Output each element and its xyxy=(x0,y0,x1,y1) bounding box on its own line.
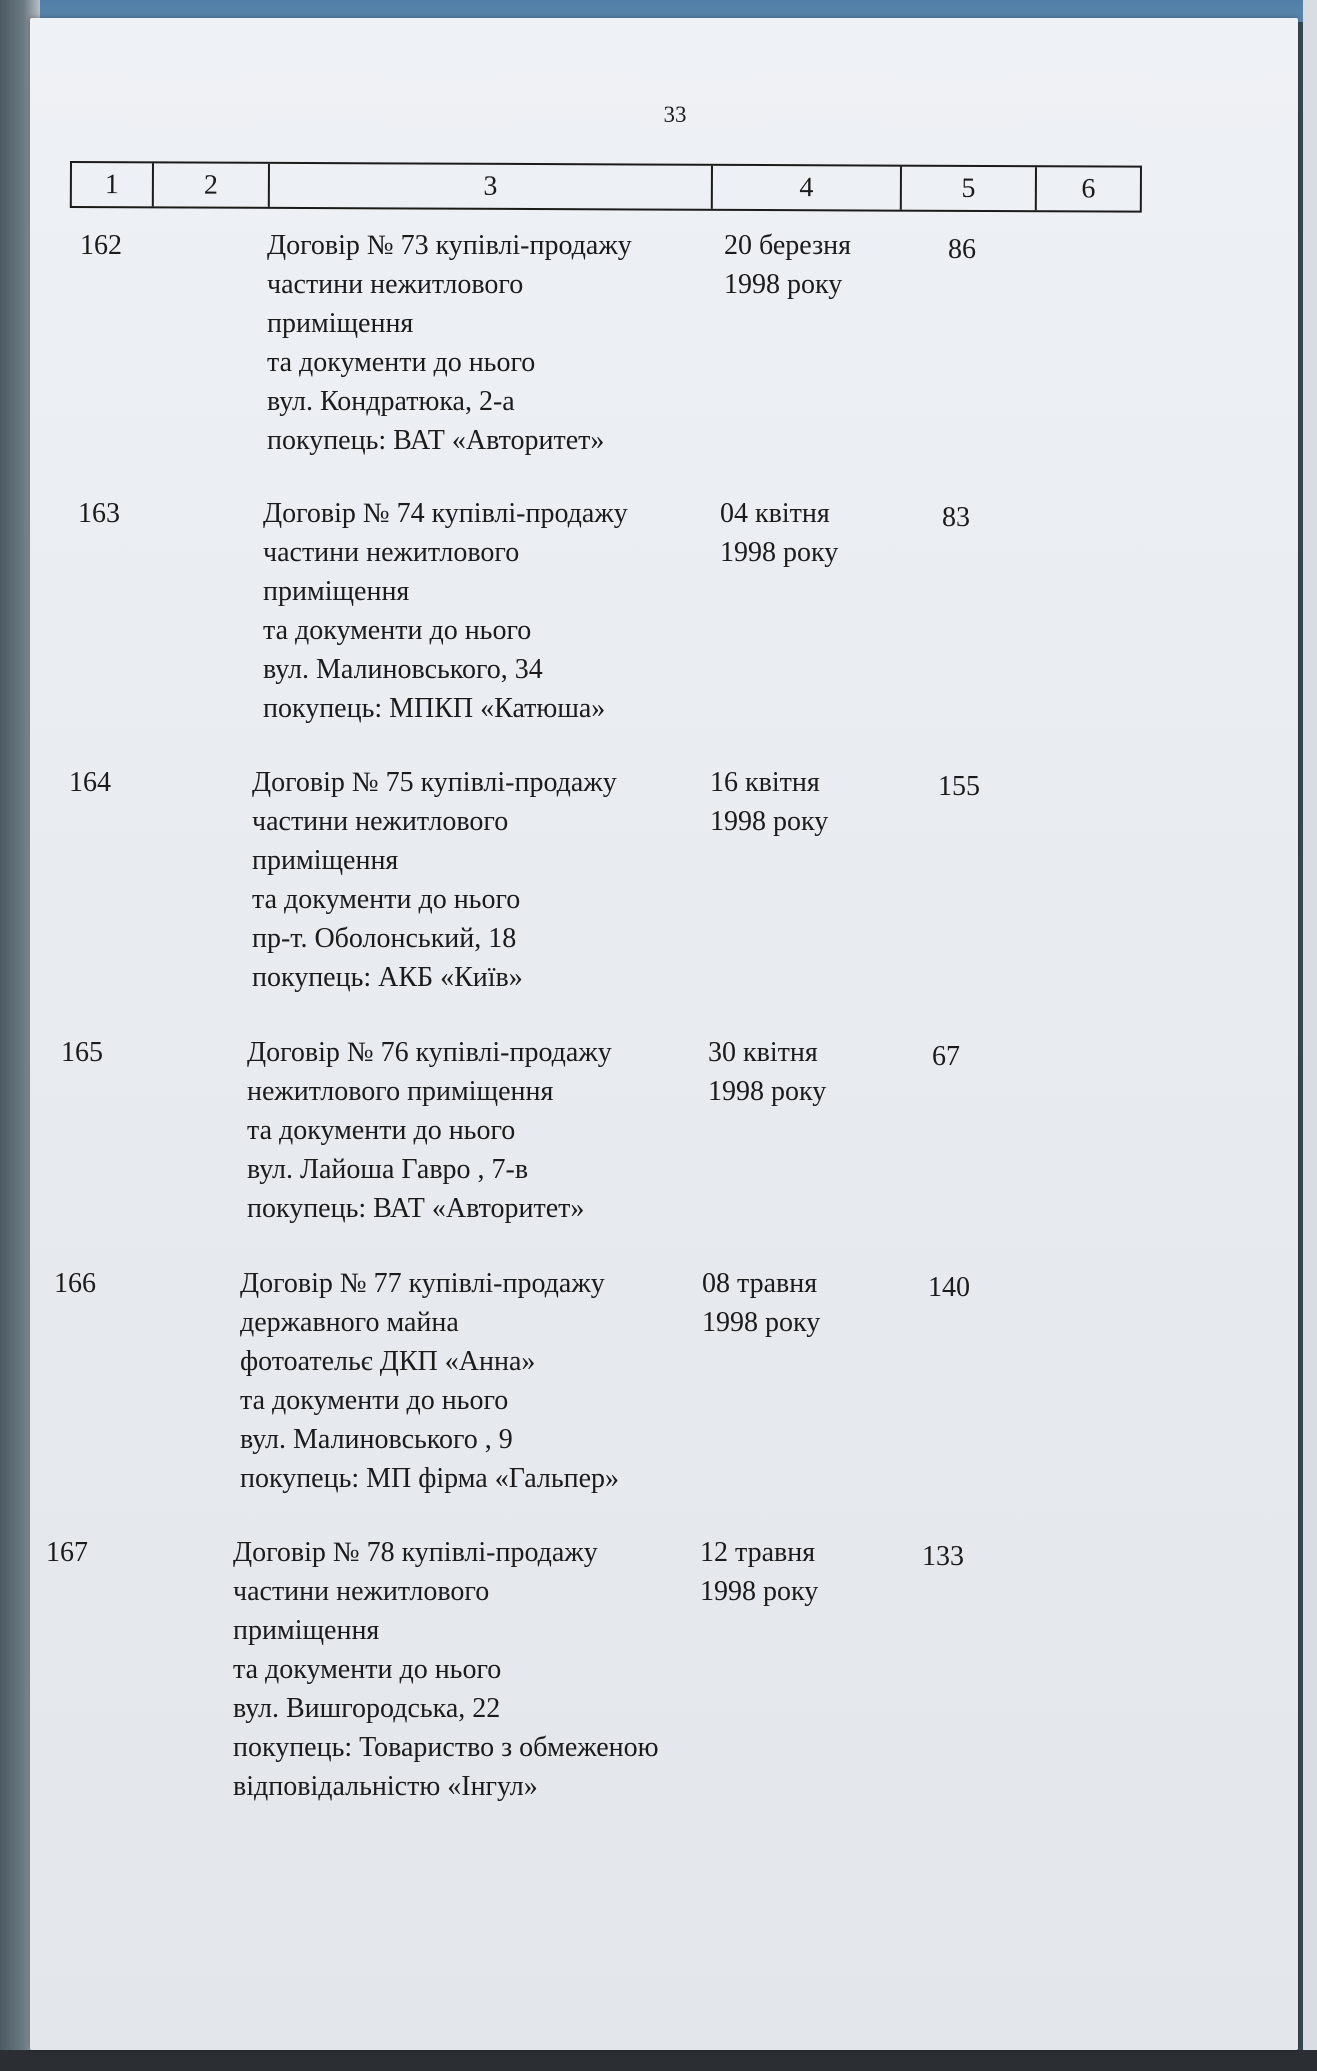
description-line: частини нежитлового xyxy=(252,806,509,837)
description-line: частини нежитлового xyxy=(267,269,524,300)
scanner-bed-bottom xyxy=(0,2050,1317,2071)
description-line: покупець: МПКП «Катюша» xyxy=(263,693,606,724)
description-line: нежитлового приміщення xyxy=(247,1076,554,1107)
description-line: Договір № 78 купівлі-продажу xyxy=(233,1537,598,1568)
description-line: покупець: МП фірма «Гальпер» xyxy=(240,1463,620,1494)
entry-description xyxy=(233,1533,659,1806)
date-line: 30 квітня xyxy=(708,1037,818,1068)
date-line: 08 травня xyxy=(702,1268,818,1299)
date-line: 1998 року xyxy=(724,269,843,300)
entry-page-count: 155 xyxy=(938,771,980,802)
column-header-3: 3 xyxy=(270,164,713,209)
description-line: вул. Малиновського , 9 xyxy=(240,1424,513,1455)
description-line: частини нежитлового xyxy=(263,537,520,568)
entry-number: 166 xyxy=(54,1268,96,1299)
entry-description xyxy=(247,1033,612,1228)
entry-number: 165 xyxy=(61,1037,103,1068)
description-line: відповідальністю «Інгул» xyxy=(233,1771,538,1802)
column-header-5: 5 xyxy=(902,167,1037,211)
entry-page-count: 140 xyxy=(928,1272,970,1303)
description-line: та документи до нього xyxy=(267,347,536,378)
entry-date xyxy=(700,1533,818,1611)
document-page xyxy=(30,18,1298,2050)
description-line: Договір № 74 купівлі-продажу xyxy=(263,498,628,529)
description-line: та документи до нього xyxy=(263,615,532,646)
description-line: фотоательє ДКП «Анна» xyxy=(240,1346,536,1377)
entry-number: 164 xyxy=(69,767,111,798)
description-line: покупець: АКБ «Київ» xyxy=(252,962,523,993)
entry-page-count: 133 xyxy=(922,1541,964,1572)
entry-page-count: 67 xyxy=(932,1041,960,1072)
entry-number: 167 xyxy=(46,1537,88,1568)
description-line: державного майна xyxy=(240,1307,459,1338)
column-header-6: 6 xyxy=(1081,172,1096,204)
column-header-row xyxy=(70,161,1142,213)
description-line: Договір № 73 купівлі-продажу xyxy=(267,230,632,261)
description-line: приміщення xyxy=(233,1615,380,1646)
description-line: Договір № 77 купівлі-продажу xyxy=(240,1268,605,1299)
entry-date xyxy=(724,226,851,304)
description-line: приміщення xyxy=(263,576,410,607)
column-header-4: 4 xyxy=(713,166,902,210)
entry-page-count: 86 xyxy=(948,234,976,265)
description-line: Договір № 75 купівлі-продажу xyxy=(252,767,617,798)
entry-description xyxy=(252,763,617,997)
date-line: 1998 року xyxy=(700,1576,819,1607)
entry-number: 162 xyxy=(80,230,122,261)
scanner-bed-right xyxy=(1303,0,1317,2071)
page-number: 33 xyxy=(663,102,687,127)
column-header-1: 1 xyxy=(72,163,154,206)
date-line: 1998 року xyxy=(708,1076,827,1107)
entry-date xyxy=(710,763,828,841)
description-line: приміщення xyxy=(252,845,399,876)
entry-page-count: 83 xyxy=(942,502,970,533)
description-line: та документи до нього xyxy=(240,1385,509,1416)
description-line: вул. Вишгородська, 22 xyxy=(233,1693,501,1724)
date-line: 1998 року xyxy=(710,806,829,837)
entry-description xyxy=(267,226,632,460)
entry-date xyxy=(708,1033,826,1111)
date-line: 16 квітня xyxy=(710,767,820,798)
entry-description xyxy=(240,1264,619,1498)
entry-date xyxy=(720,494,838,572)
description-line: вул. Малиновського, 34 xyxy=(263,654,543,685)
date-line: 20 березня xyxy=(724,230,851,261)
description-line: Договір № 76 купівлі-продажу xyxy=(247,1037,612,1068)
date-line: 1998 року xyxy=(720,537,839,568)
description-line: покупець: ВАТ «Авторитет» xyxy=(247,1193,585,1224)
entry-description xyxy=(263,494,628,728)
description-line: пр-т. Оболонський, 18 xyxy=(252,923,517,954)
column-header-2: 2 xyxy=(154,163,270,207)
date-line: 04 квітня xyxy=(720,498,830,529)
entry-number: 163 xyxy=(78,498,120,529)
description-line: та документи до нього xyxy=(233,1654,502,1685)
description-line: вул. Кондратюка, 2-а xyxy=(267,386,515,417)
description-line: та документи до нього xyxy=(252,884,521,915)
date-line: 12 травня xyxy=(700,1537,816,1568)
description-line: частини нежитлового xyxy=(233,1576,490,1607)
description-line: приміщення xyxy=(267,308,414,339)
description-line: покупець: Товариство з обмеженою xyxy=(233,1732,659,1763)
date-line: 1998 року xyxy=(702,1307,821,1338)
description-line: вул. Лайоша Гавро , 7-в xyxy=(247,1154,529,1185)
description-line: покупець: ВАТ «Авторитет» xyxy=(267,425,605,456)
description-line: та документи до нього xyxy=(247,1115,516,1146)
entry-date xyxy=(702,1264,820,1342)
